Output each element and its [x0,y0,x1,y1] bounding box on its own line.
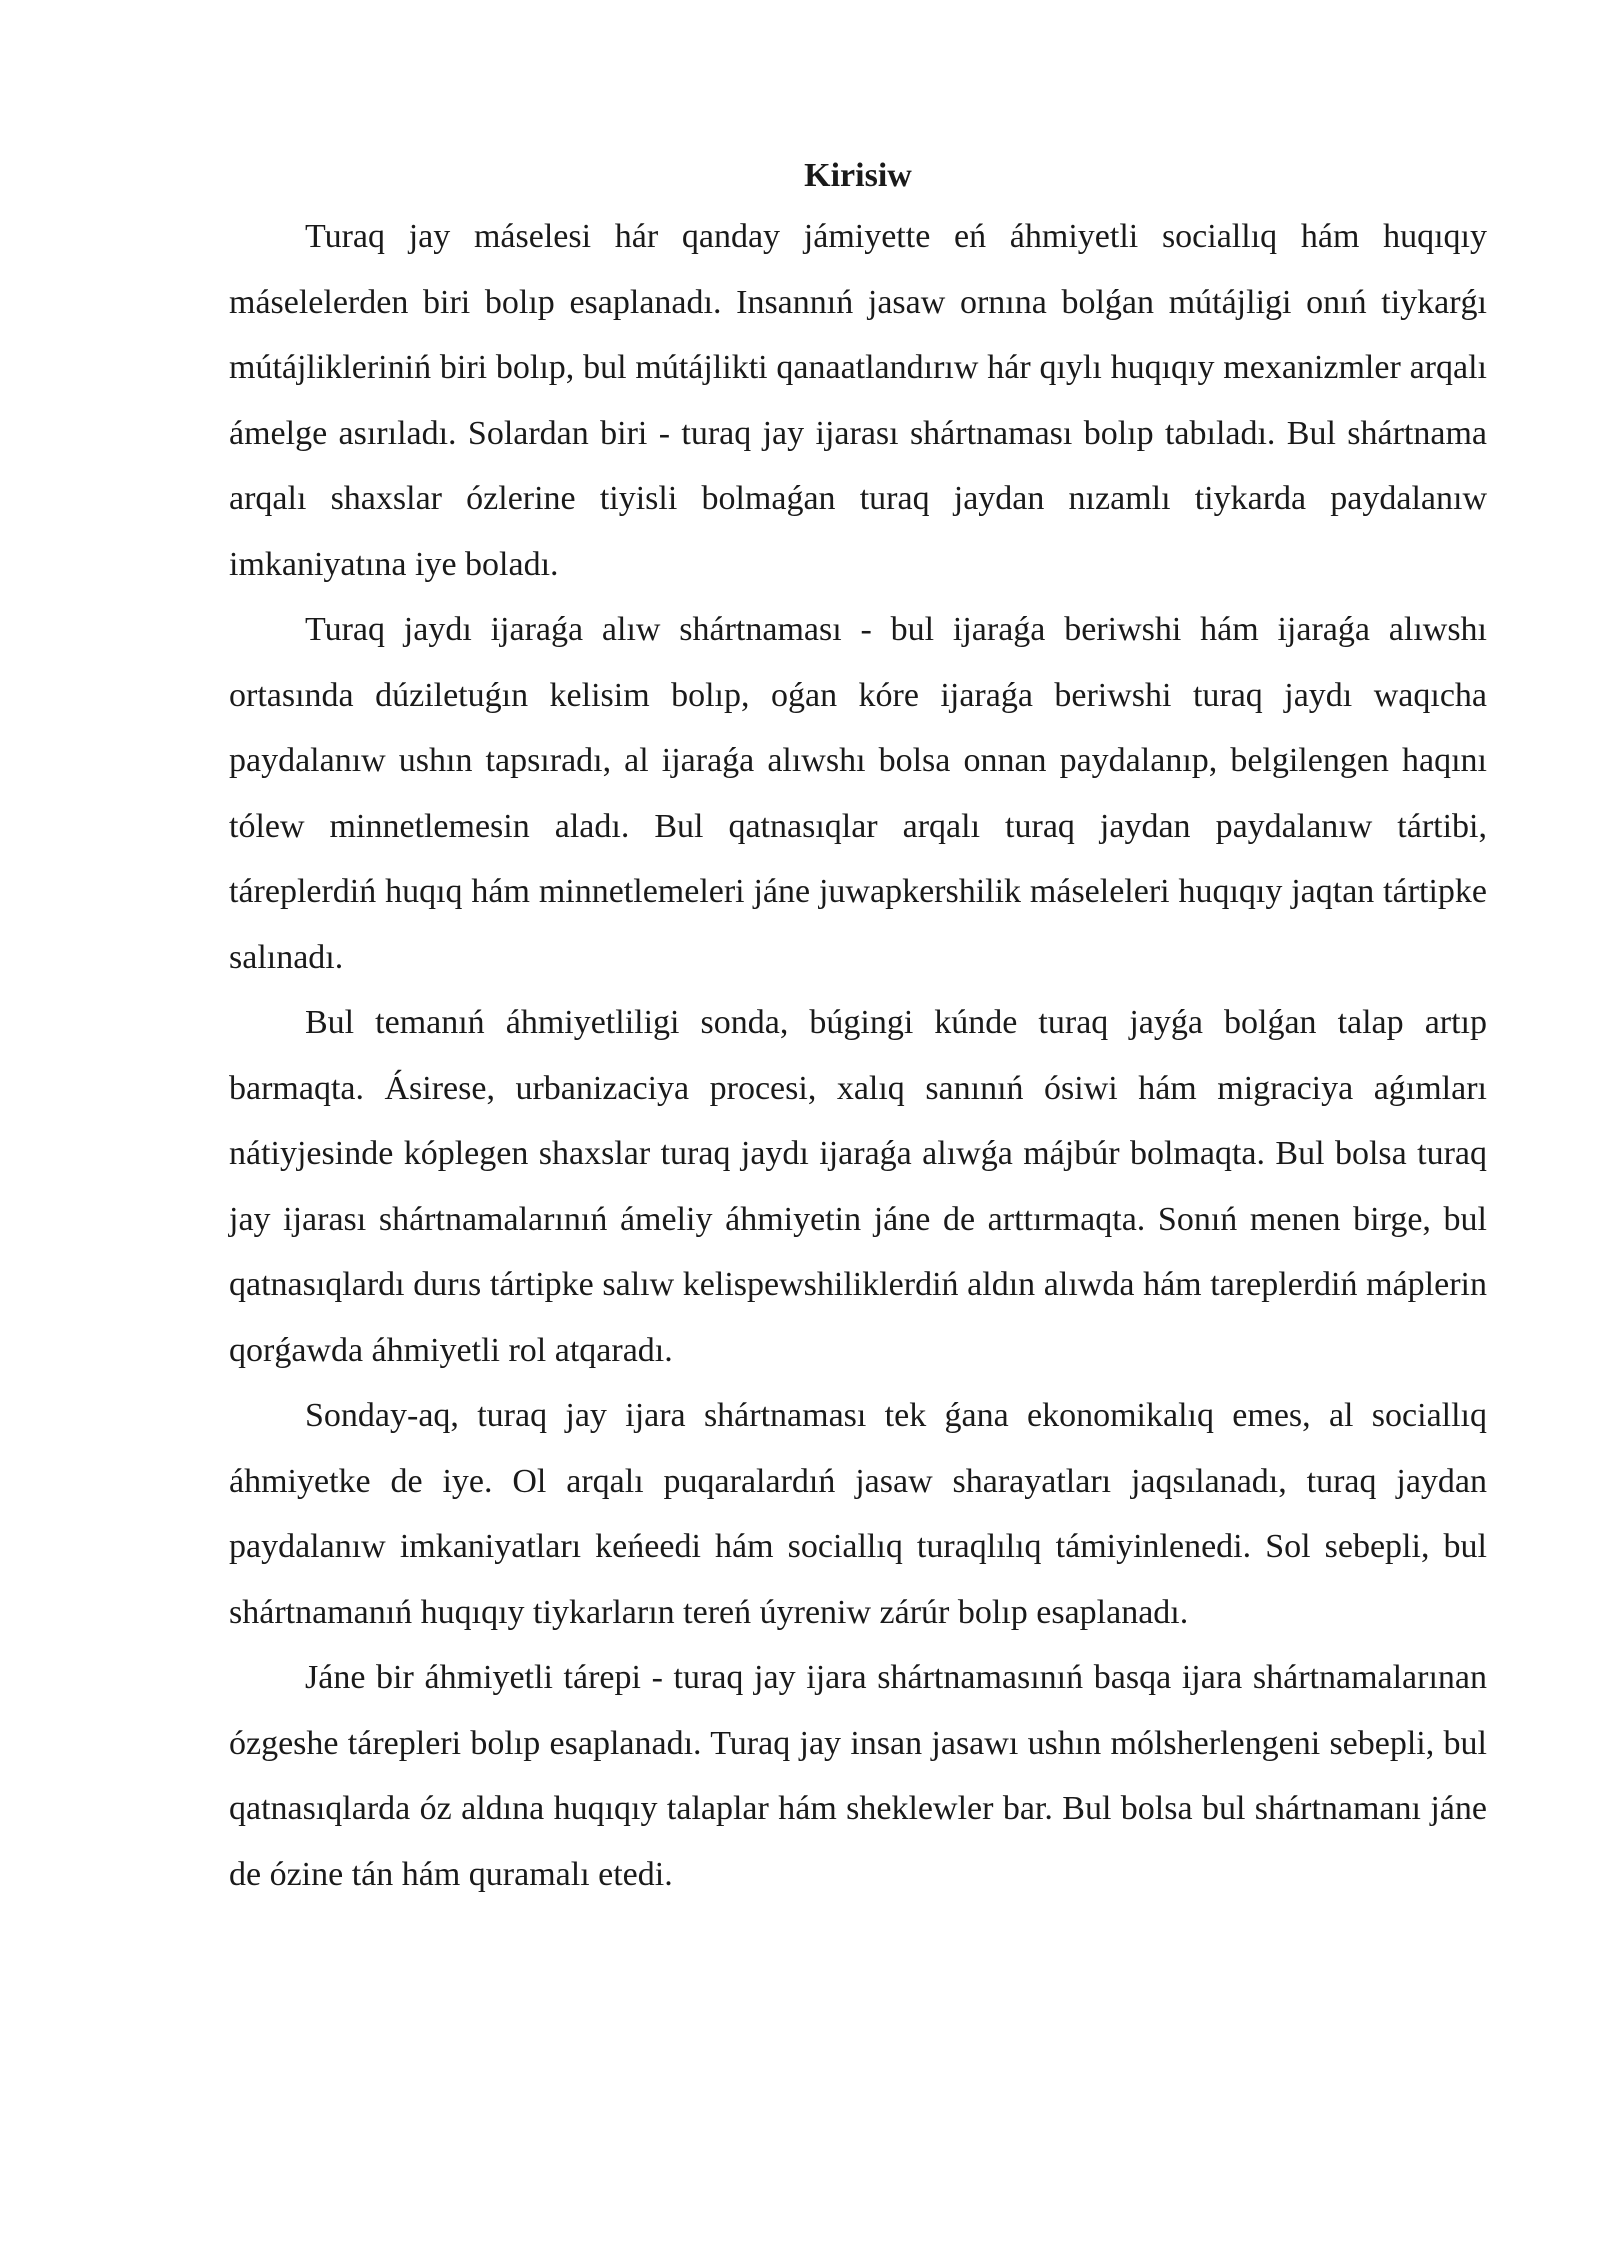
paragraph-5: Jáne bir áhmiyetli tárepi - turaq jay ijara shártnamasınıń basqa ijara shártnamalarınan ózgeshe tárepleri bolıp esaplanadı. Turaq jay insan jasawı ushın mólsherlengeni sebepli, bul qatnasıqlarda óz aldına huqıqıy talaplar hám sheklewler bar. Bul bolsa bul shártnamanı jáne de ózine tán hám quramalı etedi. [229,1659,1487,1893]
paragraph-2: Turaq jaydı ijaraǵa alıw shártnaması - bul ijaraǵa beriwshi hám ijaraǵa alıwshı ortasında dúziletuǵın kelisim bolıp, oǵan kóre ijaraǵa beriwshi turaq jaydı waqıcha paydalanıw ushın tapsıradı, al ijaraǵa alıwshı bolsa onnan paydalanıp, belgilengen haqını tólew minnetlemesin aladı. Bul qatnasıqlar arqalı turaq jaydan paydalanıw tártibi, táreplerdiń huqıq hám minnetlemeleri jáne juwapkershilik máseleleri huqıqıy jaqtan tártipke salınadı. [229,611,1487,976]
paragraph-4: Sonday-aq, turaq jay ijara shártnaması tek ǵana ekonomikalıq emes, al sociallıq áhmiyetke de iye. Ol arqalı puqaralardıń jasaw sharayatları jaqsılanadı, turaq jaydan paydalanıw imkaniyatları keńeedi hám sociallıq turaqlılıq támiyinlenedi. Sol sebepli, bul shártnamanıń huqıqıy tiykarların tereń úyreniw zárúr bolıp esaplanadı. [229,1397,1487,1631]
document-body [229,148,1487,1907]
paragraph-3: Bul temanıń áhmiyetliligi sonda, búgingi kúnde turaq jayǵa bolǵan talap artıp barmaqta. Ásirese, urbanizaciya procesi, xalıq sanınıń ósiwi hám migraciya aǵımları nátiyjesinde kóplegen shaxslar turaq jaydı ijaraǵa alıwǵa májbúr bolmaqta. Bul bolsa turaq jay ijarası shártnamalarınıń ámeliy áhmiyetin jáne de arttırmaqta. Sonıń menen birge, bul qatnasıqlardı durıs tártipke salıw kelispewshiliklerdiń aldın alıwda hám tareplerdiń máplerin qorǵawda áhmiyetli rol atqaradı. [229,1004,1487,1369]
paragraph-1: Turaq jay máselesi hár qanday jámiyette eń áhmiyetli sociallıq hám huqıqıy máselelerden biri bolıp esaplanadı. Insannıń jasaw ornına bolǵan mútájligi onıń tiykarǵı mútájlikleriniń biri bolıp, bul mútájlikti qanaatlandırıw hár qıylı huqıqıy mexanizmler arqalı ámelge asırıladı. Solardan biri - turaq jay ijarası shártnaması bolıp tabıladı. Bul shártnama arqalı shaxslar ózlerine tiyisli bolmaǵan turaq jaydan nızamlı tiykarda paydalanıw imkaniyatına iye boladı. [229,218,1487,583]
section-title: Kirisiw [804,157,912,194]
